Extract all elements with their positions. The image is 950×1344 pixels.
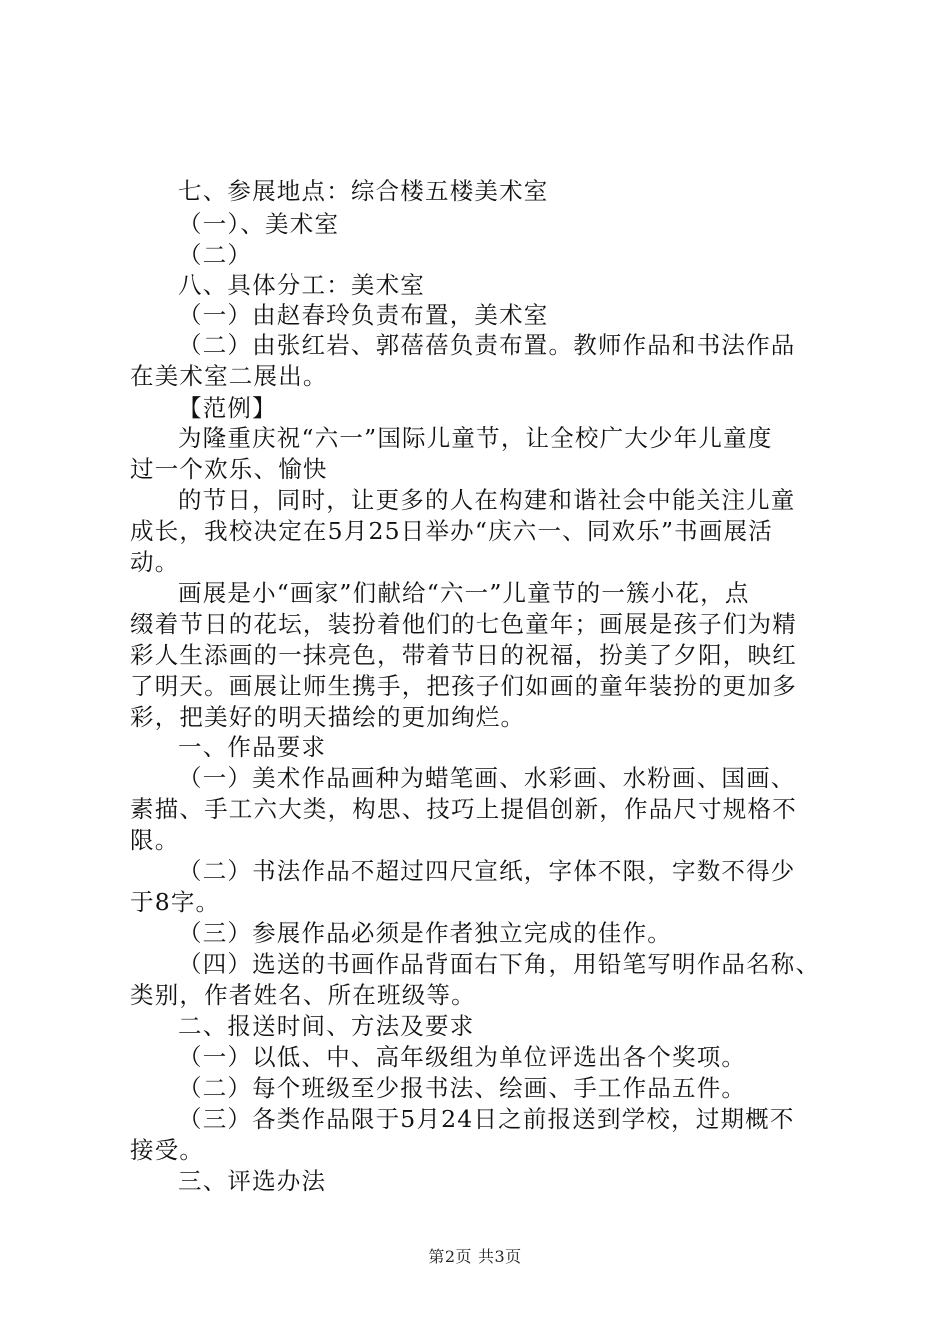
page-total: 共3页 — [478, 1247, 522, 1266]
paragraph-line: （二）书法作品不超过四尺宣纸，字体不限，字数不得少 — [178, 857, 796, 885]
paragraph-line: （二）由张红岩、郭蓓蓓负责布置。教师作品和书法作品 — [178, 331, 796, 359]
paragraph-line: 接受。 — [130, 1136, 205, 1164]
paragraph-line: （二） — [178, 241, 253, 269]
section-heading: 三、评选办法 — [178, 1167, 327, 1195]
paragraph-line: （二）每个班级至少报书法、绘画、手工作品五件。 — [178, 1074, 747, 1102]
section-heading: 八、具体分工：美术室 — [178, 271, 425, 299]
paragraph-line: 类别，作者姓名、所在班级等。 — [130, 981, 476, 1009]
paragraph-line: 成长，我校决定在5月25日举办“庆六一、同欢乐”书画展活 — [130, 517, 773, 545]
paragraph-line: （四）选送的书画作品背面右下角，用铅笔写明作品名称、 — [178, 950, 821, 978]
paragraph-line: 缀着节日的花坛，装扮着他们的七色童年；画展是孩子们为精 — [130, 610, 797, 638]
paragraph-line: 在美术室二展出。 — [130, 362, 328, 390]
paragraph-line: 素描、手工六大类，构思、技巧上提倡创新，作品尺寸规格不 — [130, 795, 797, 823]
section-heading: 二、报送时间、方法及要求 — [178, 1012, 475, 1040]
paragraph-line: （一）、美术室 — [178, 210, 340, 238]
paragraph-line: （一）由赵春玲负责布置，美术室 — [178, 301, 549, 329]
paragraph-line: （三）参展作品必须是作者独立完成的佳作。 — [178, 919, 672, 947]
section-heading: 七、参展地点：综合楼五楼美术室 — [178, 177, 549, 205]
paragraph-line: 画展是小“画家”们献给“六一”儿童节的一簇小花，点 — [178, 579, 750, 607]
paragraph-line: 于8字。 — [130, 888, 221, 916]
example-heading: 【范例】 — [178, 394, 277, 422]
paragraph-line: 过一个欢乐、愉快 — [130, 455, 328, 483]
paragraph-line: 彩，把美好的明天描绘的更加绚烂。 — [130, 703, 526, 731]
paragraph-line: （一）美术作品画种为蜡笔画、水彩画、水粉画、国画、 — [178, 764, 796, 792]
paragraph-line: 动。 — [130, 548, 180, 576]
paragraph-line: 限。 — [130, 826, 180, 854]
page-footer — [0, 1244, 950, 1267]
paragraph-line: 彩人生添画的一抹亮色，带着节日的祝福，扮美了夕阳，映红 — [130, 641, 797, 669]
paragraph-line: （三）各类作品限于5月24日之前报送到学校，过期概不 — [178, 1105, 795, 1133]
paragraph-line: 的节日，同时，让更多的人在构建和谐社会中能关注儿童 — [178, 486, 796, 514]
paragraph-line: 了明天。画展让师生携手，把孩子们如画的童年装扮的更加多 — [130, 672, 797, 700]
paragraph-line: 为隆重庆祝“六一”国际儿童节，让全校广大少年儿童度 — [178, 424, 773, 452]
paragraph-line: （一）以低、中、高年级组为单位评选出各个奖项。 — [178, 1043, 747, 1071]
page-number: 第2页 — [428, 1247, 472, 1266]
section-heading: 一、作品要求 — [178, 733, 327, 761]
